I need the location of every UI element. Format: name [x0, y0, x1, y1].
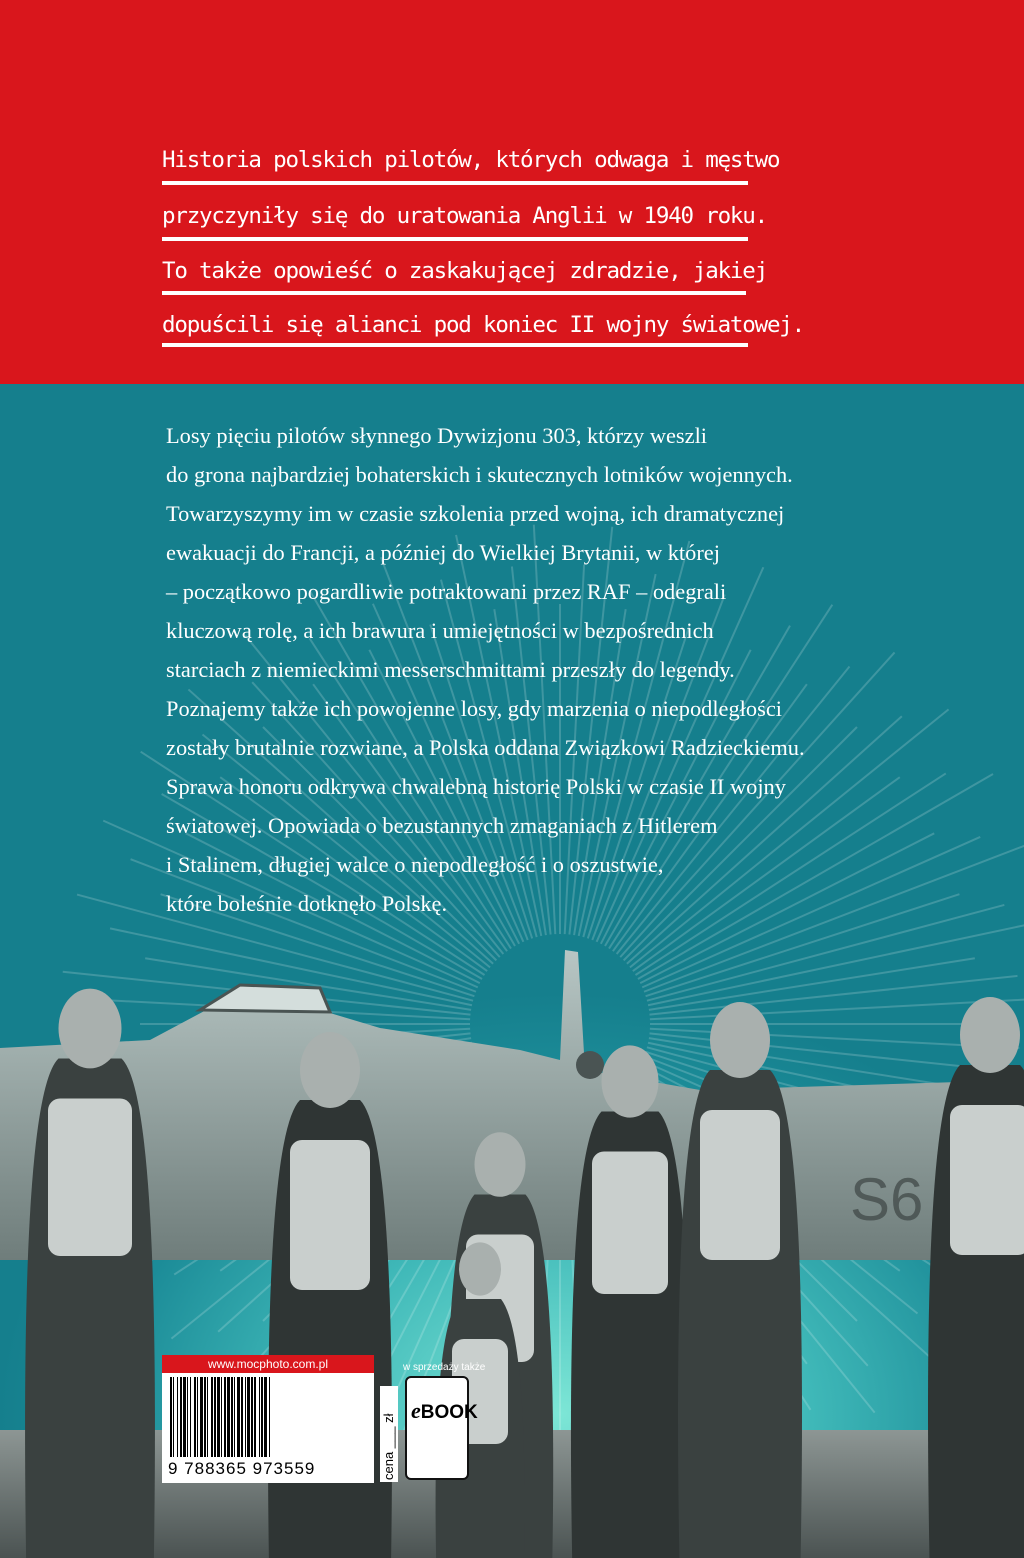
barcode-bar: [170, 1377, 172, 1457]
blurb-line-8: Poznajemy także ich powojenne losy, gdy marzenia o niepodległości: [166, 696, 782, 721]
price-box: [380, 1386, 398, 1482]
barcode-bar: [254, 1377, 256, 1457]
barcode-icon: [168, 1377, 368, 1457]
barcode-bar: [204, 1377, 206, 1457]
life-vest: [48, 1099, 132, 1257]
pilot-head: [710, 1002, 770, 1078]
blurb-line-12: i Stalinem, długiej walce o niepodległość i o oszustwie,: [166, 852, 664, 877]
tagline-line-1: Historia polskich pilotów, których odwaga i męstwo: [162, 147, 780, 173]
barcode-bar: [259, 1377, 260, 1457]
ebook-label: [411, 1398, 478, 1424]
pilot-head: [475, 1132, 526, 1197]
barcode-bar: [251, 1377, 253, 1457]
blurb-line-2: do grona najbardziej bohaterskich i skutecznych lotników wojennych.: [166, 462, 793, 487]
pilot-head: [459, 1242, 501, 1295]
tagline-rule-3: [162, 291, 746, 295]
blurb-line-11: światowej. Opowiada o bezustannych zmaganiach z Hitlerem: [166, 813, 718, 838]
life-vest: [592, 1152, 668, 1295]
life-vest: [950, 1105, 1024, 1255]
barcode-bar: [180, 1377, 182, 1457]
barcode-bar: [211, 1377, 213, 1457]
barcode-bar: [197, 1377, 198, 1457]
tagline-rule-2: [162, 237, 748, 241]
barcode-bar: [247, 1377, 250, 1457]
barcode-panel: [162, 1355, 374, 1483]
blurb-line-3: Towarzyszymy im w czasie szkolenia przed wojną, ich dramatycznej: [166, 501, 785, 526]
blurb-line-7: starciach z niemieckimi messerschmittami przeszły do legendy.: [166, 657, 735, 682]
barcode-bar: [183, 1377, 186, 1457]
barcode-bar: [214, 1377, 216, 1457]
blurb-line-13: które boleśnie dotknęło Polskę.: [166, 891, 448, 916]
tagline-line-2: przyczyniły się do uratowania Anglii w 1940 roku.: [162, 203, 767, 229]
barcode-bar: [200, 1377, 203, 1457]
also-available-label: w sprzedaży także: [403, 1362, 486, 1373]
barcode-bar: [224, 1377, 226, 1457]
blurb-line-5: – początkowo pogardliwie potraktowani przez RAF – odegrali: [166, 579, 727, 604]
tagline-rule-1: [162, 181, 748, 185]
barcode-bar: [237, 1377, 240, 1457]
price-label: cena ___ zł: [381, 1413, 396, 1480]
blurb-line-6: kluczową rolę, a ich brawura i umiejętności w bezpośrednich: [166, 618, 714, 643]
barcode-bar: [241, 1377, 243, 1457]
barcode-bar: [269, 1377, 270, 1457]
ebook-label-text: BOOK: [420, 1402, 478, 1423]
barcode-bar: [234, 1377, 235, 1457]
pilot-head: [300, 1032, 360, 1108]
pilot-head: [602, 1045, 659, 1117]
pilot-head: [59, 989, 122, 1069]
tagline-line-4: dopuścili się alianci pod koniec II wojny światowej.: [162, 312, 804, 338]
barcode-bar: [245, 1377, 246, 1457]
blurb-line-1: Losy pięciu pilotów słynnego Dywizjonu 303, którzy weszli: [166, 423, 708, 448]
barcode-bar: [190, 1377, 191, 1457]
isbn-number: 9 788365 973559: [168, 1459, 316, 1478]
ebook-badge: [405, 1376, 478, 1480]
barcode-bar: [264, 1377, 267, 1457]
barcode-bar: [207, 1377, 208, 1457]
tagline-rule-4: [162, 343, 748, 347]
blurb-line-4: ewakuacji do Francji, a później do Wielkiej Brytanii, w której: [166, 540, 720, 565]
svg-text:S6: S6: [850, 1166, 924, 1233]
barcode-bar: [217, 1377, 220, 1457]
publisher-url[interactable]: www.mocphoto.com.pl: [162, 1355, 374, 1373]
barcode-bar: [177, 1377, 178, 1457]
barcode-bar: [231, 1377, 233, 1457]
tagline-line-3: To także opowieść o zaskakującej zdradzie, jakiej: [162, 258, 767, 284]
life-vest: [700, 1110, 780, 1260]
pilot-head: [960, 997, 1020, 1073]
barcode-bar: [194, 1377, 196, 1457]
blurb-line-10: Sprawa honoru odkrywa chwalebną historię Polski w czasie II wojny: [166, 774, 786, 799]
barcode-bar: [187, 1377, 188, 1457]
blurb-line-9: zostały brutalnie rozwiane, a Polska oddana Związkowi Radzieckiemu.: [166, 735, 805, 760]
barcode-bar: [261, 1377, 263, 1457]
pilots-photo: [0, 930, 1024, 1558]
barcode-bar: [221, 1377, 222, 1457]
life-vest: [290, 1140, 370, 1290]
barcode-bar: [173, 1377, 174, 1457]
barcode-bar: [227, 1377, 230, 1457]
ebook-label-prefix: e: [411, 1398, 421, 1423]
